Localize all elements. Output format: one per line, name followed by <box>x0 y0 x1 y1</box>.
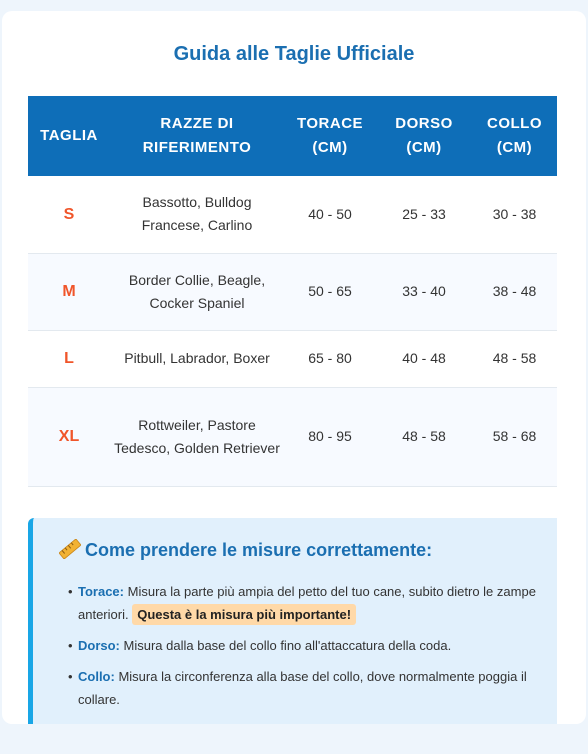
breeds-cell: Bassotto, Bulldog Francese, Carlino <box>110 176 284 253</box>
size-cell: XL <box>28 387 110 486</box>
tips-title <box>59 539 432 564</box>
back-cell: 33 - 40 <box>376 253 472 330</box>
chest-cell: 40 - 50 <box>284 176 376 253</box>
tip-text: Misura la circonferenza alla base del collo, dove normalmente poggia il collare. <box>78 669 527 707</box>
breeds-cell: Border Collie, Beagle, Cocker Spaniel <box>110 253 284 330</box>
chest-cell: 50 - 65 <box>284 253 376 330</box>
tip-label: Dorso: <box>78 638 120 653</box>
table-row <box>28 176 557 253</box>
back-cell: 40 - 48 <box>376 330 472 387</box>
tip-text: Misura la parte più ampia del petto del tuo cane, subito dietro le zampe anteriori. <box>78 584 536 622</box>
neck-cell: 38 - 48 <box>472 253 557 330</box>
size-table <box>28 96 557 487</box>
table-header-row <box>28 96 557 176</box>
bullet: • <box>68 638 73 653</box>
list-item <box>66 580 546 626</box>
breeds-cell: Rottweiler, Pastore Tedesco, Golden Retriever <box>110 387 284 486</box>
size-cell: M <box>28 253 110 330</box>
tips-title-text: Come prendere le misure correttamente: <box>85 540 433 560</box>
bullet: • <box>68 669 73 684</box>
back-cell: 48 - 58 <box>376 387 472 486</box>
measurement-tips-box <box>28 518 557 724</box>
size-cell: L <box>28 330 110 387</box>
list-item <box>66 634 546 657</box>
neck-cell: 30 - 38 <box>472 176 557 253</box>
chest-cell: 80 - 95 <box>284 387 376 486</box>
size-cell: S <box>28 176 110 253</box>
table-row <box>28 253 557 330</box>
neck-cell: 48 - 58 <box>472 330 557 387</box>
highlight-note: Questa è la misura più importante! <box>132 604 356 625</box>
ruler-icon <box>59 539 81 564</box>
tip-text: Misura dalla base del collo fino all'attaccatura della coda. <box>123 638 452 653</box>
tip-label: Collo: <box>78 669 115 684</box>
header-breeds: RAZZE DI RIFERIMENTO <box>142 115 252 156</box>
tips-list <box>66 580 546 719</box>
table-row <box>28 387 557 486</box>
header-neck: COLLO (CM) <box>487 115 542 156</box>
bullet: • <box>68 584 73 599</box>
back-cell: 25 - 33 <box>376 176 472 253</box>
list-item <box>66 665 546 711</box>
header-back: DORSO (CM) <box>395 115 453 156</box>
breeds-cell: Pitbull, Labrador, Boxer <box>110 330 284 387</box>
size-guide-card <box>2 11 586 724</box>
header-size: TAGLIA <box>40 127 98 144</box>
neck-cell: 58 - 68 <box>472 387 557 486</box>
tip-label: Torace: <box>78 584 124 599</box>
header-chest: TORACE (CM) <box>296 115 364 156</box>
page-title: Guida alle Taglie Ufficiale <box>173 43 415 65</box>
chest-cell: 65 - 80 <box>284 330 376 387</box>
table-row <box>28 330 557 387</box>
